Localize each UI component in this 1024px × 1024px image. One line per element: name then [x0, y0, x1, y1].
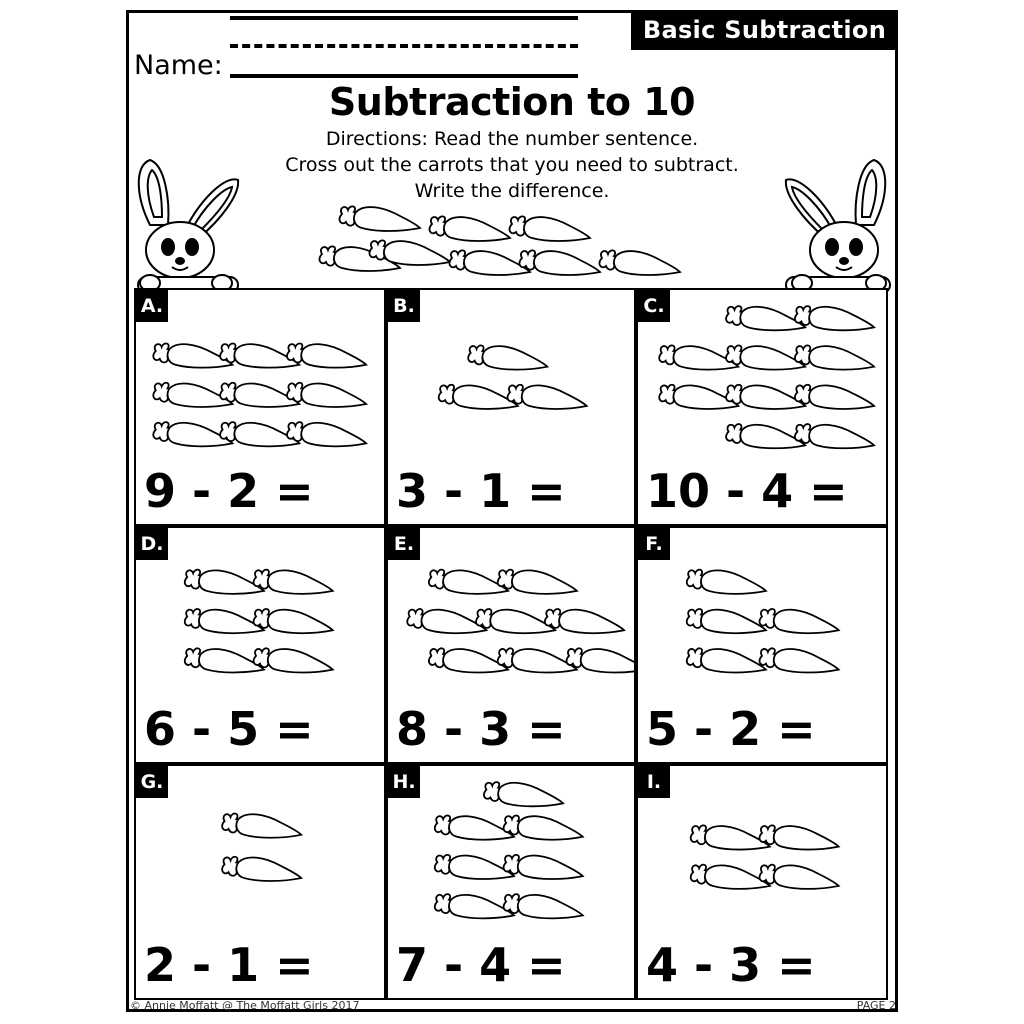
carrot-icon [429, 648, 508, 672]
number-sentence: 9 - 2 = [144, 464, 314, 518]
carrot-icon [545, 609, 624, 633]
number-sentence: 8 - 3 = [396, 702, 566, 756]
page-number: PAGE 2 [856, 999, 896, 1012]
number-sentence: 2 - 1 = [144, 938, 314, 992]
carrot-icon [795, 345, 874, 369]
carrot-icon [504, 816, 583, 840]
number-sentence: 6 - 5 = [144, 702, 314, 756]
name-line-top [230, 16, 578, 20]
carrot-icon [435, 855, 514, 879]
problem-cell [134, 764, 386, 1000]
directions-line-1: Directions: Read the number sentence. [325, 128, 699, 150]
copyright-text: © Annie Moffatt @ The Moffatt Girls 2017 [130, 999, 360, 1012]
problem-label: H. [388, 766, 420, 798]
carrot-icon [435, 894, 514, 918]
problem-label: D. [136, 528, 168, 560]
carrot-icon [222, 814, 301, 838]
problem-cell [386, 526, 636, 764]
carrot-icon [760, 648, 839, 672]
carrot-icon [468, 345, 547, 369]
number-sentence: 4 - 3 = [646, 938, 816, 992]
problem-cell [134, 288, 386, 526]
carrot-icon [687, 609, 766, 633]
carrot-icon [435, 816, 514, 840]
problem-cell [134, 526, 386, 764]
carrot-icon [726, 424, 805, 448]
problem-label: B. [388, 290, 420, 322]
carrot-icon [691, 825, 770, 849]
name-label: Name: [134, 50, 223, 81]
carrot-icon [687, 648, 766, 672]
carrot-icon [429, 570, 508, 594]
carrot-icon [439, 385, 518, 409]
name-line-dashed [230, 44, 578, 48]
problem-cell [386, 764, 636, 1000]
problem-grid [134, 288, 888, 1000]
carrot-icon [407, 609, 486, 633]
carrot-icon [254, 570, 333, 594]
bunny-icon [784, 155, 894, 295]
carrot-icon [339, 206, 420, 231]
carrot-icon [760, 825, 839, 849]
carrot-icon [449, 250, 530, 275]
directions-line-2: Cross out the carrots that you need to subtract. [285, 154, 739, 176]
carrot-icon [760, 609, 839, 633]
carrot-icon [795, 424, 874, 448]
problem-cell [386, 288, 636, 526]
carrot-icon [222, 857, 301, 881]
carrot-icon [498, 648, 577, 672]
problem-label: I. [638, 766, 670, 798]
directions-line-3: Write the difference. [414, 180, 610, 202]
carrot-icon [760, 865, 839, 889]
carrot-icon [599, 250, 680, 275]
carrot-icon [185, 570, 264, 594]
number-sentence: 10 - 4 = [646, 464, 848, 518]
problem-label: A. [136, 290, 168, 322]
number-sentence: 7 - 4 = [396, 938, 566, 992]
problem-label: G. [136, 766, 168, 798]
problem-label: F. [638, 528, 670, 560]
carrot-icon [498, 570, 577, 594]
carrot-icon [508, 385, 587, 409]
worksheet-title: Subtraction to 10 [328, 80, 696, 124]
problem-cell [636, 764, 888, 1000]
problem-label: E. [388, 528, 420, 560]
carrot-icon [429, 216, 510, 241]
carrot-icon [254, 609, 333, 633]
problem-cell [636, 526, 888, 764]
carrot-icon [476, 609, 555, 633]
number-sentence: 5 - 2 = [646, 702, 816, 756]
carrot-icon [504, 855, 583, 879]
carrot-icon [687, 570, 766, 594]
carrot-icon [795, 385, 874, 409]
carrot-icon [795, 306, 874, 330]
problem-cell [636, 288, 888, 526]
carrot-icon [691, 865, 770, 889]
number-sentence: 3 - 1 = [396, 464, 566, 518]
carrot-icon [484, 782, 563, 806]
carrot-icon [504, 894, 583, 918]
carrot-icon [185, 609, 264, 633]
header-carrot-cluster [300, 200, 700, 290]
carrot-icon [726, 306, 805, 330]
bunny-icon [130, 155, 240, 295]
carrot-icon [185, 648, 264, 672]
carrot-icon [254, 648, 333, 672]
carrot-icon [519, 250, 600, 275]
carrot-icon [509, 216, 590, 241]
worksheet-category-badge: Basic Subtraction [631, 10, 898, 50]
problem-label: C. [638, 290, 670, 322]
name-line-bottom [230, 74, 578, 78]
